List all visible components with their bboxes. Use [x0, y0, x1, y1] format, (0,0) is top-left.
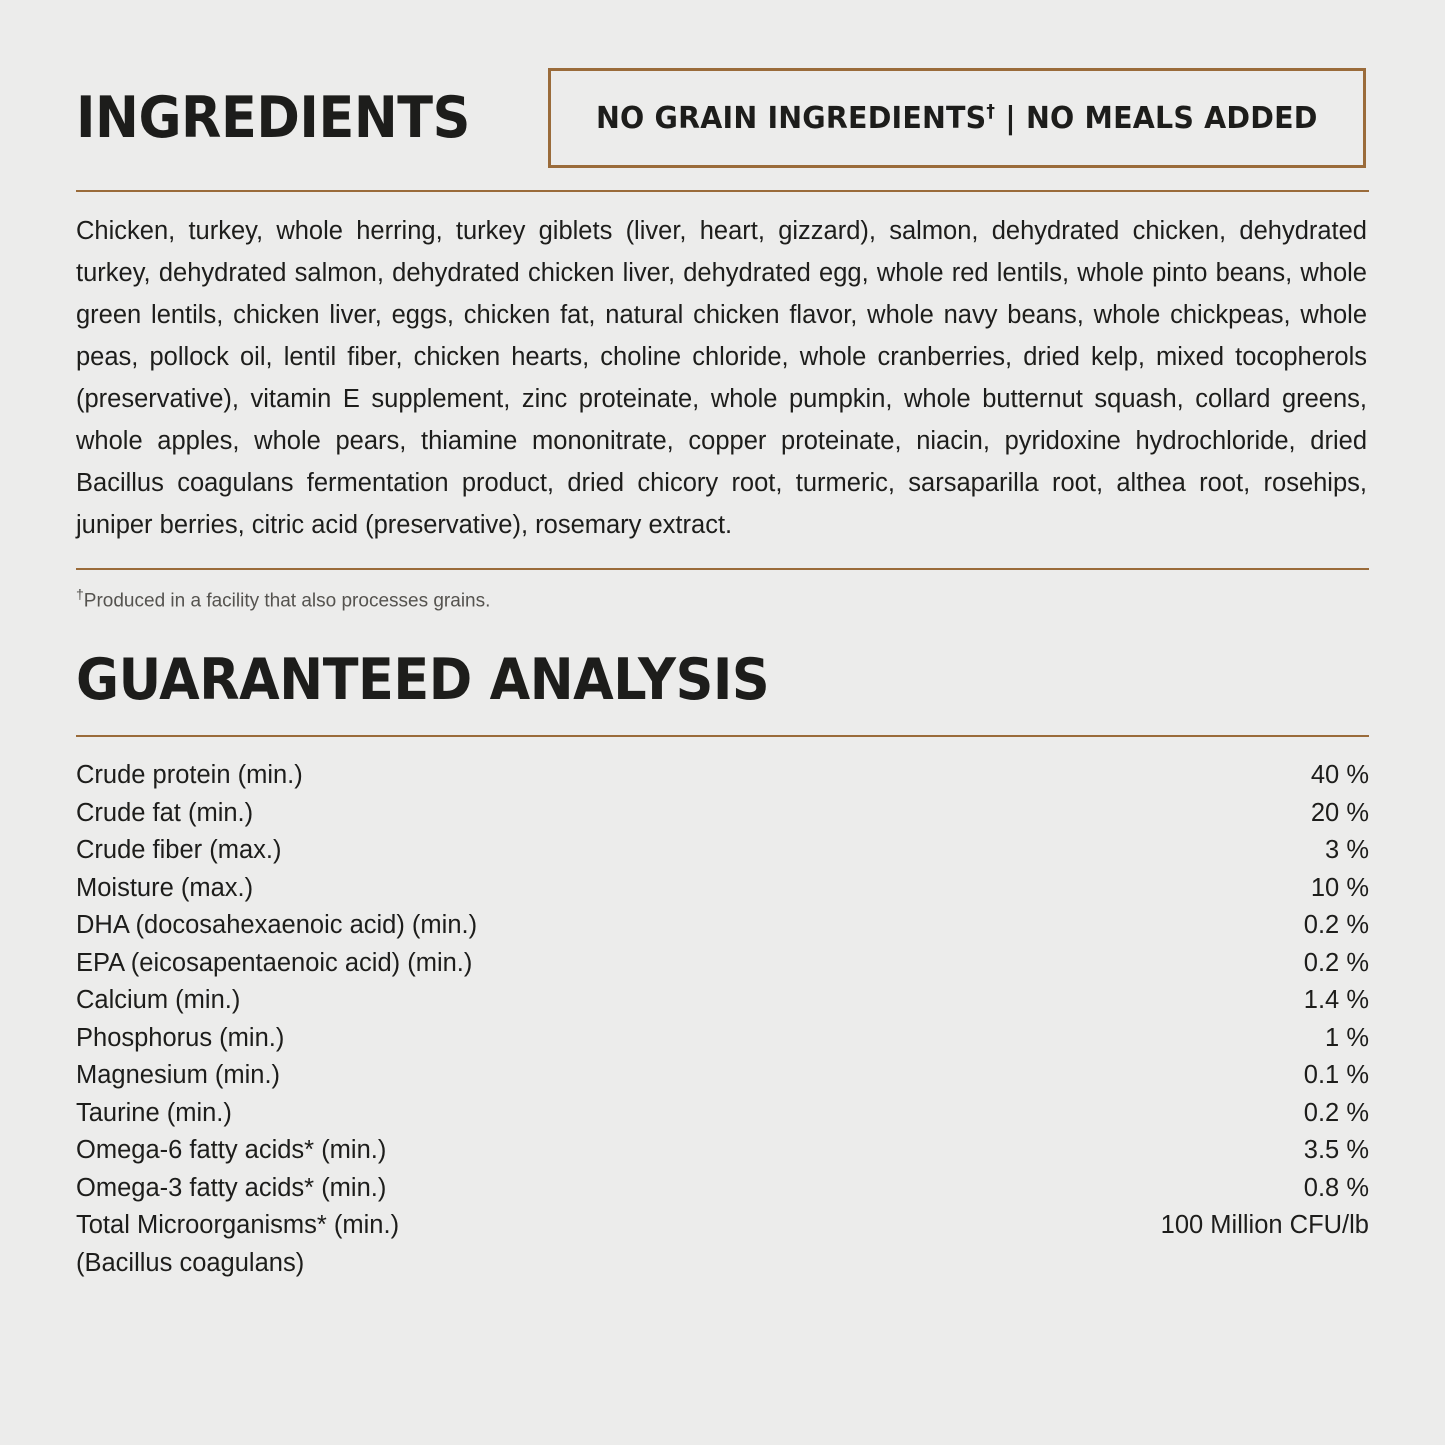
analysis-row-label: EPA (eicosapentaenoic acid) (min.) — [76, 948, 473, 977]
analysis-row — [76, 870, 1369, 908]
analysis-row-label: Moisture (max.) — [76, 873, 254, 902]
page-title: INGREDIENTS — [76, 84, 470, 151]
guaranteed-analysis-title: GUARANTEED ANALYSIS — [76, 647, 770, 714]
claim-prefix: NO GRAIN INGREDIENTS — [596, 100, 987, 136]
analysis-row — [76, 1095, 1369, 1133]
analysis-row-label: Taurine (min.) — [76, 1098, 232, 1127]
analysis-row-label: DHA (docosahexaenoic acid) (min.) — [76, 911, 478, 940]
analysis-row — [76, 1207, 1369, 1245]
analysis-row-label: Crude fiber (max.) — [76, 836, 282, 865]
divider-under-ingredients-title — [76, 190, 1369, 192]
analysis-row — [76, 795, 1369, 833]
no-grain-claim-text — [596, 101, 1318, 136]
analysis-row-label: Crude fat (min.) — [76, 798, 254, 827]
analysis-row-label: Magnesium (min.) — [76, 1061, 281, 1090]
guaranteed-analysis-header — [76, 647, 1369, 714]
analysis-row-label: Omega-6 fatty acids* (min.) — [76, 1136, 387, 1165]
analysis-row-label: Phosphorus (min.) — [76, 1023, 285, 1052]
analysis-row-value: 0.2 % — [1303, 1098, 1369, 1127]
analysis-row — [76, 1020, 1369, 1058]
ingredients-list-text: Chicken, turkey, whole herring, turkey giblets (liver, heart, gizzard), salmon, dehydrated chicken, dehydrated turkey, dehydrated salmon, dehydrated chicken liver, dehydrated egg, whole red lentils, whole pinto beans, whole green lentils, chicken liver, eggs, chicken fat, natural chicken flavor, whole navy beans, whole chickpeas, whole peas, pollock oil, lentil fiber, chicken hearts, choline chloride, whole cranberries, dried kelp, mixed tocopherols (preservative), vitamin E supplement, zinc proteinate, whole pumpkin, whole butternut squash, collard greens, whole apples, whole pears, thiamine mononitrate, copper proteinate, niacin, pyridoxine hydrochloride, dried Bacillus coagulans fermentation product, dried chicory root, turmeric, sarsaparilla root, althea root, rosehips, juniper berries, citric acid (preservative), rosemary extract. — [76, 217, 1367, 539]
analysis-row-value: 0.1 % — [1303, 1061, 1369, 1090]
analysis-row-label: Omega-3 fatty acids* (min.) — [76, 1173, 387, 1202]
analysis-row — [76, 1170, 1369, 1208]
analysis-row — [76, 1132, 1369, 1170]
analysis-row-value: 3.5 % — [1303, 1136, 1369, 1165]
analysis-row — [76, 757, 1369, 795]
analysis-row — [76, 945, 1369, 983]
analysis-row-value: 10 % — [1310, 873, 1369, 902]
footnote-text: Produced in a facility that also processes grains. — [83, 590, 491, 612]
guaranteed-analysis-table — [76, 757, 1369, 1282]
analysis-row-label: Calcium (min.) — [76, 986, 241, 1015]
analysis-row-value: 20 % — [1310, 798, 1369, 827]
analysis-row-value: 3 % — [1325, 836, 1369, 865]
claim-suffix: | NO MEALS ADDED — [995, 100, 1319, 136]
analysis-row-value: 1.4 % — [1303, 986, 1369, 1015]
analysis-row-value: 0.2 % — [1303, 948, 1369, 977]
divider-above-footnote — [76, 568, 1369, 570]
divider-under-analysis-title — [76, 735, 1369, 737]
analysis-row — [76, 907, 1369, 945]
analysis-row-value: 1 % — [1325, 1023, 1369, 1052]
analysis-row — [76, 832, 1369, 870]
analysis-subnote: (Bacillus coagulans) — [76, 1248, 305, 1277]
ingredients-footnote — [76, 586, 1369, 612]
analysis-row-value: 100 Million CFU/lb — [1160, 1211, 1369, 1240]
claim-dagger: † — [986, 100, 996, 122]
footnote-marker: † — [76, 586, 84, 602]
analysis-row — [76, 982, 1369, 1020]
analysis-row — [76, 1057, 1369, 1095]
ingredients-header — [76, 68, 1369, 168]
no-grain-claim-box — [548, 68, 1366, 168]
analysis-row-value: 0.8 % — [1303, 1173, 1369, 1202]
analysis-row-value: 40 % — [1310, 761, 1369, 790]
analysis-row-value: 0.2 % — [1303, 911, 1369, 940]
analysis-row-label: Total Microorganisms* (min.) — [76, 1211, 400, 1240]
analysis-row-label: Crude protein (min.) — [76, 761, 303, 790]
